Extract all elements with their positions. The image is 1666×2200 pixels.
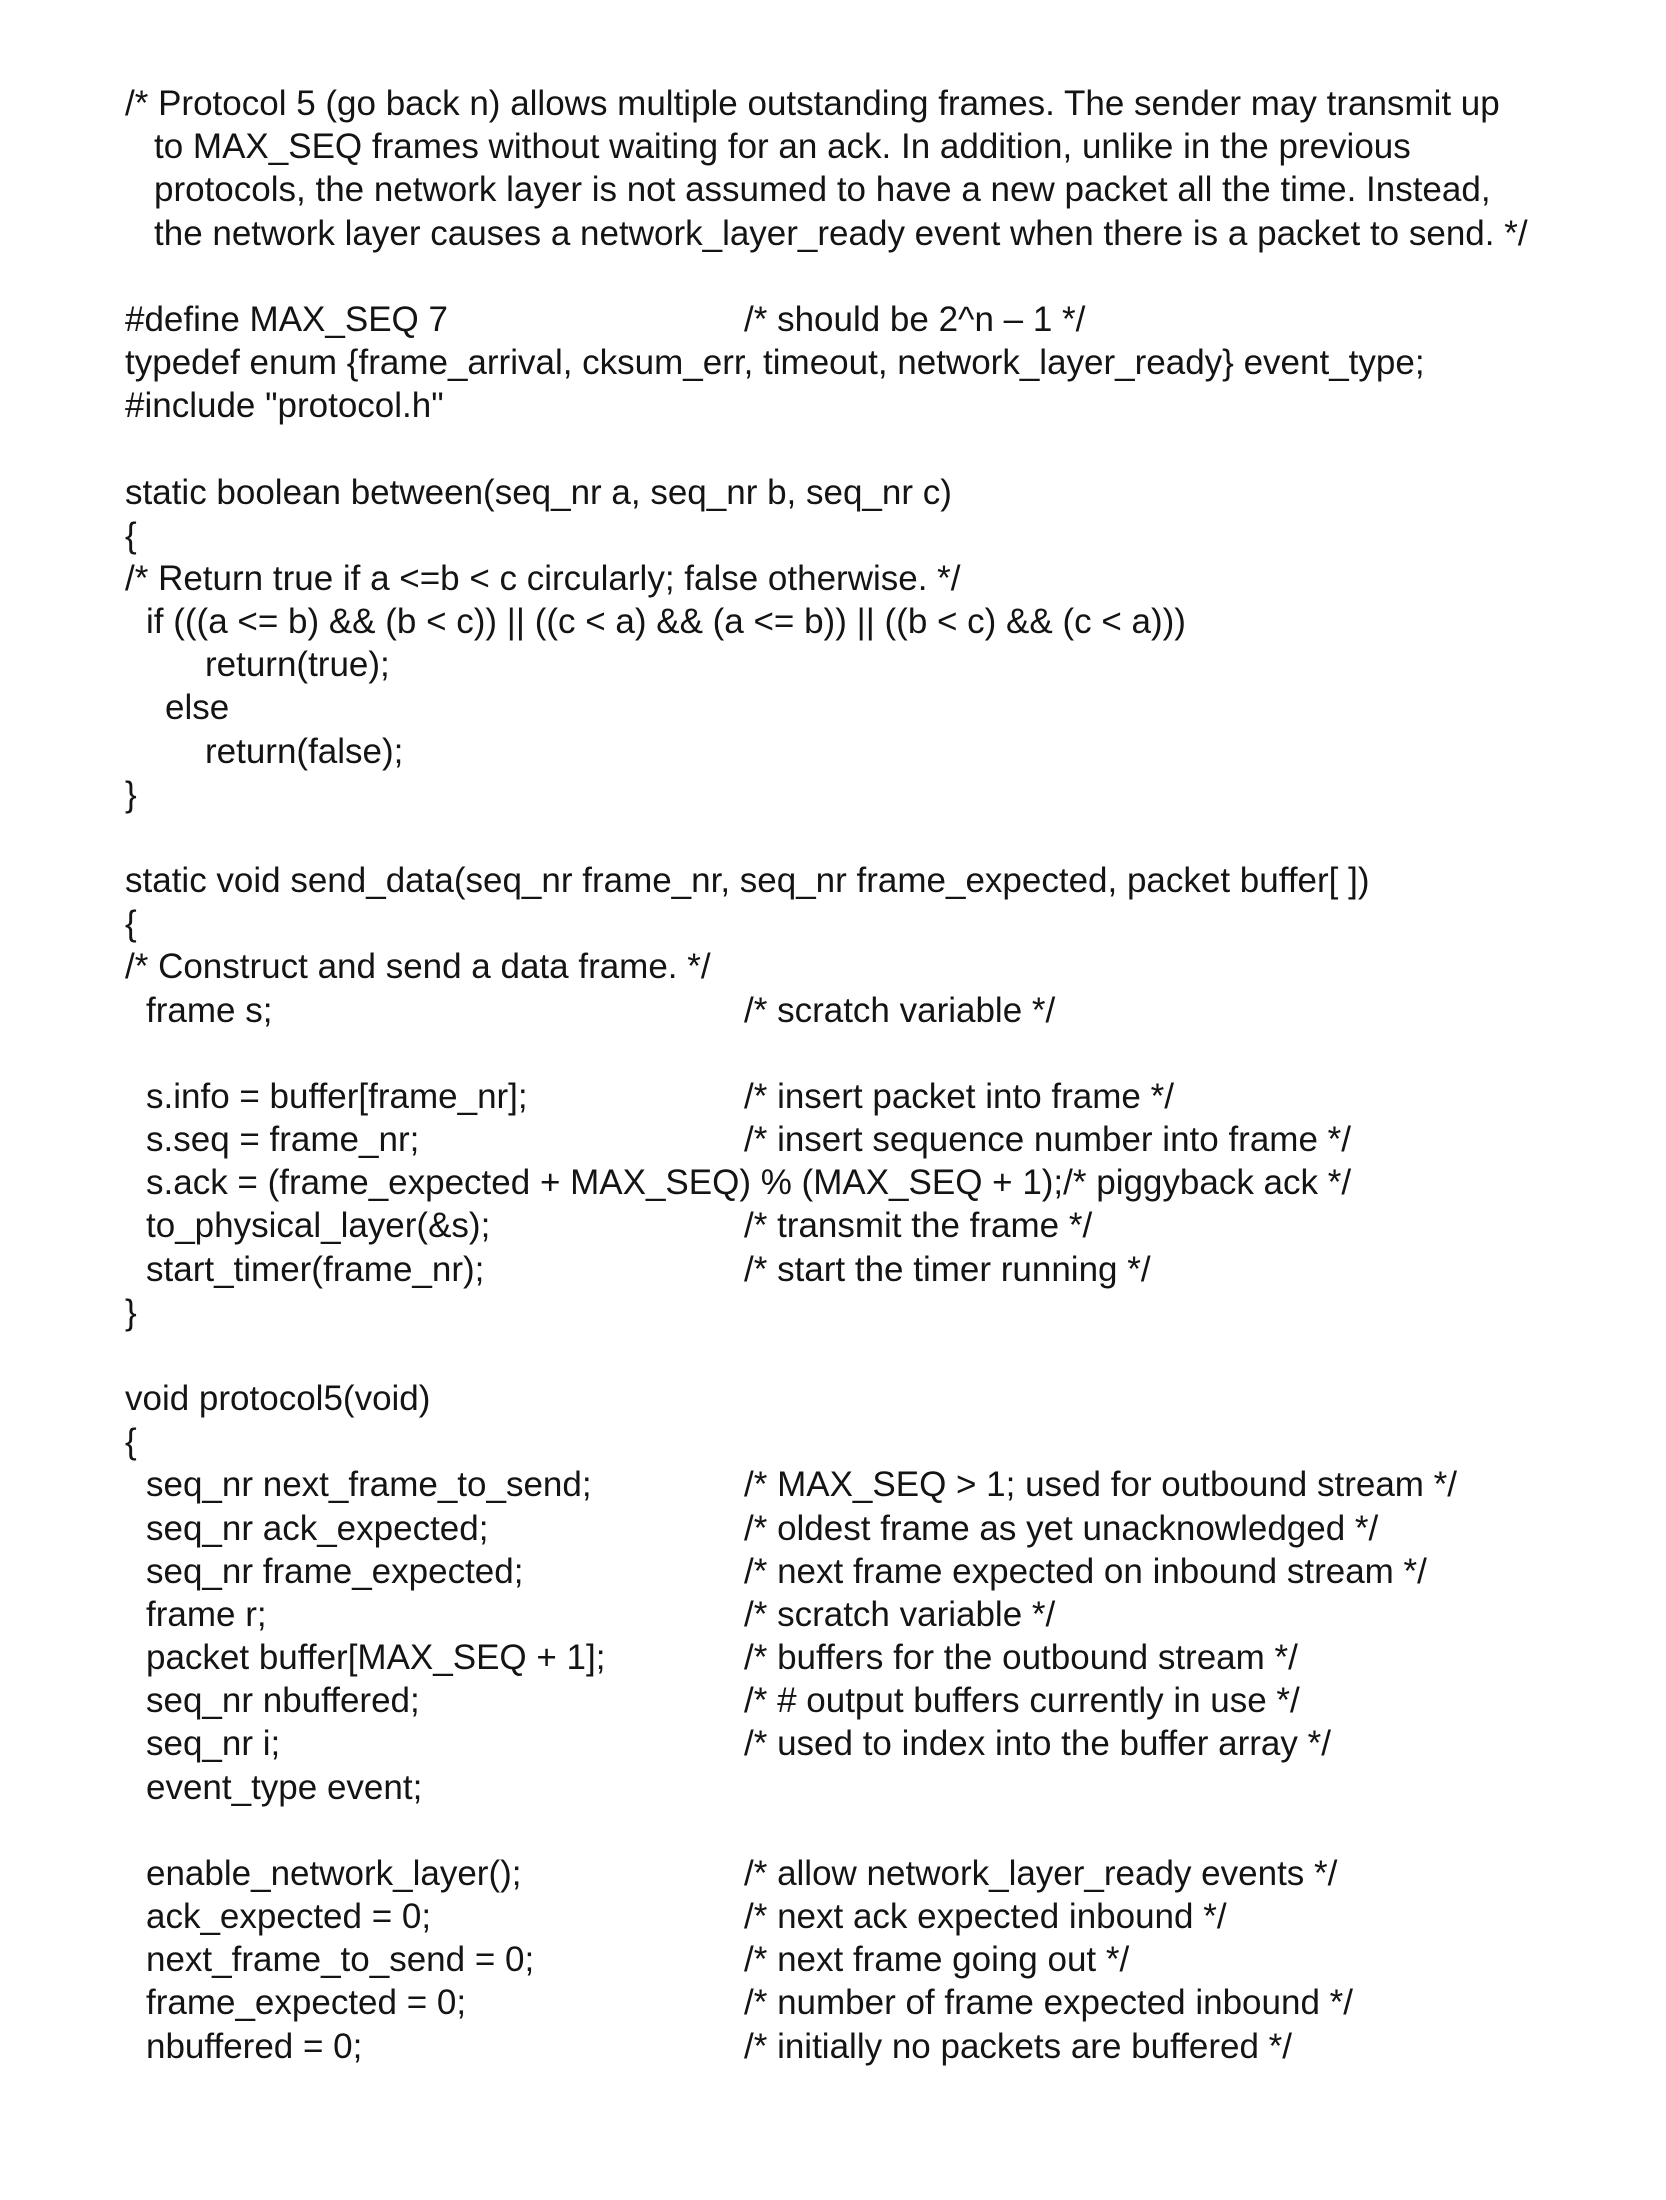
code-comment: /* next frame going out */ [744,1940,1130,1979]
code-line [0,384,1600,428]
code-text: enable_network_layer(); [146,1854,522,1893]
code-comment: /* insert packet into frame */ [744,1077,1174,1116]
code-text: seq_nr frame_expected; [146,1552,524,1591]
code-line [0,730,1600,774]
code-comment: /* transmit the frame */ [744,1206,1093,1245]
header-comment-line [0,125,1600,169]
code-line [0,1636,1600,1680]
code-line [0,341,1600,385]
code-line [0,945,1600,989]
code-line [0,773,1600,817]
code-line [0,1204,1600,1248]
code-text: static boolean between(seq_nr a, seq_nr b, seq_nr c) [125,473,952,512]
code-line [0,1118,1600,1162]
code-text: nbuffered = 0; [146,2027,363,2066]
code-line [0,1248,1600,1292]
code-line [0,1463,1600,1507]
code-line [0,1507,1600,1551]
code-line [0,1722,1600,1766]
code-comment: /* insert sequence number into frame */ [744,1120,1351,1159]
code-text: next_frame_to_send = 0; [146,1940,535,1979]
code-text: /* Return true if a <=b < c circularly; false otherwise. */ [125,559,961,598]
code-text: ack_expected = 0; [146,1897,432,1936]
code-text: { [125,516,137,555]
code-comment: /* used to index into the buffer array */ [744,1724,1331,1763]
code-line [0,1679,1600,1723]
code-text: } [125,775,137,814]
code-comment: /* allow network_layer_ready events */ [744,1854,1338,1893]
code-text: void protocol5(void) [125,1379,431,1418]
code-text: s.info = buffer[frame_nr]; [146,1077,528,1116]
code-comment: /* number of frame expected inbound */ [744,1983,1353,2022]
code-comment: /* next frame expected on inbound stream */ [744,1552,1427,1591]
code-text: to_physical_layer(&s); [146,1206,491,1245]
code-comment: /* scratch variable */ [744,1595,1056,1634]
code-text: seq_nr i; [146,1724,281,1763]
code-line [0,1377,1600,1421]
code-text: return(true); [205,645,390,684]
code-line [0,1938,1600,1982]
code-line [0,557,1600,601]
code-line [0,1981,1600,2025]
code-text: /* Protocol 5 (go back n) allows multiple outstanding frames. The sender may transmit up [125,84,1500,123]
code-line [0,1420,1600,1464]
code-text: s.seq = frame_nr; [146,1120,420,1159]
code-comment: /* # output buffers currently in use */ [744,1681,1300,1720]
code-line [0,1075,1600,1119]
code-line [0,1161,1600,1205]
code-comment: /* MAX_SEQ > 1; used for outbound stream */ [744,1465,1458,1504]
code-text: if (((a <= b) && (b < c)) || ((c < a) && (a <= b)) || ((b < c) && (c < a))) [146,602,1186,641]
code-line [0,902,1600,946]
code-comment: /* oldest frame as yet unacknowledged */ [744,1509,1379,1548]
code-line [0,686,1600,730]
code-line [0,471,1600,515]
code-line [0,1766,1600,1810]
code-text: else [165,688,230,727]
code-text: seq_nr nbuffered; [146,1681,420,1720]
code-line [0,600,1600,644]
code-text: { [125,904,137,943]
code-text: #define MAX_SEQ 7 [125,300,448,339]
code-comment: /* next ack expected inbound */ [744,1897,1227,1936]
code-line [0,1852,1600,1896]
code-line [0,2025,1600,2069]
code-line [0,514,1600,558]
code-text: /* Construct and send a data frame. */ [125,947,711,986]
code-line [0,989,1600,1033]
code-line [0,1593,1600,1637]
code-text: seq_nr ack_expected; [146,1509,489,1548]
code-line [0,643,1600,687]
code-line [0,1291,1600,1335]
code-text: protocols, the network layer is not assumed to have a new packet all the time. Instead, [154,170,1491,209]
code-text: { [125,1422,137,1461]
code-text: s.ack = (frame_expected + MAX_SEQ) % (MAX_SEQ + 1);/* piggyback ack */ [146,1163,1352,1202]
code-text: return(false); [205,732,404,771]
code-line [0,1550,1600,1594]
code-text: to MAX_SEQ frames without waiting for an ack. In addition, unlike in the previous [154,127,1411,166]
code-text: frame_expected = 0; [146,1983,467,2022]
code-text: frame s; [146,991,273,1030]
code-text: frame r; [146,1595,267,1634]
header-comment-line [0,82,1600,126]
code-text: seq_nr next_frame_to_send; [146,1465,592,1504]
code-line [0,859,1600,903]
code-text: static void send_data(seq_nr frame_nr, seq_nr frame_expected, packet buffer[ ]) [125,861,1370,900]
code-text: the network layer causes a network_layer_ready event when there is a packet to send. */ [154,214,1528,253]
code-comment: /* buffers for the outbound stream */ [744,1638,1298,1677]
code-text: } [125,1293,137,1332]
header-comment-line [0,168,1600,212]
code-comment: /* scratch variable */ [744,991,1056,1030]
code-line [0,1895,1600,1939]
code-text: start_timer(frame_nr); [146,1250,485,1289]
code-text: event_type event; [146,1768,423,1807]
code-comment: /* should be 2^n – 1 */ [744,300,1086,339]
code-line [0,298,1600,342]
header-comment-line [0,212,1600,256]
code-comment: /* initially no packets are buffered */ [744,2027,1293,2066]
code-text: typedef enum {frame_arrival, cksum_err, timeout, network_layer_ready} event_type; [125,343,1425,382]
code-text: #include "protocol.h" [125,386,444,425]
code-text: packet buffer[MAX_SEQ + 1]; [146,1638,606,1677]
code-comment: /* start the timer running */ [744,1250,1151,1289]
